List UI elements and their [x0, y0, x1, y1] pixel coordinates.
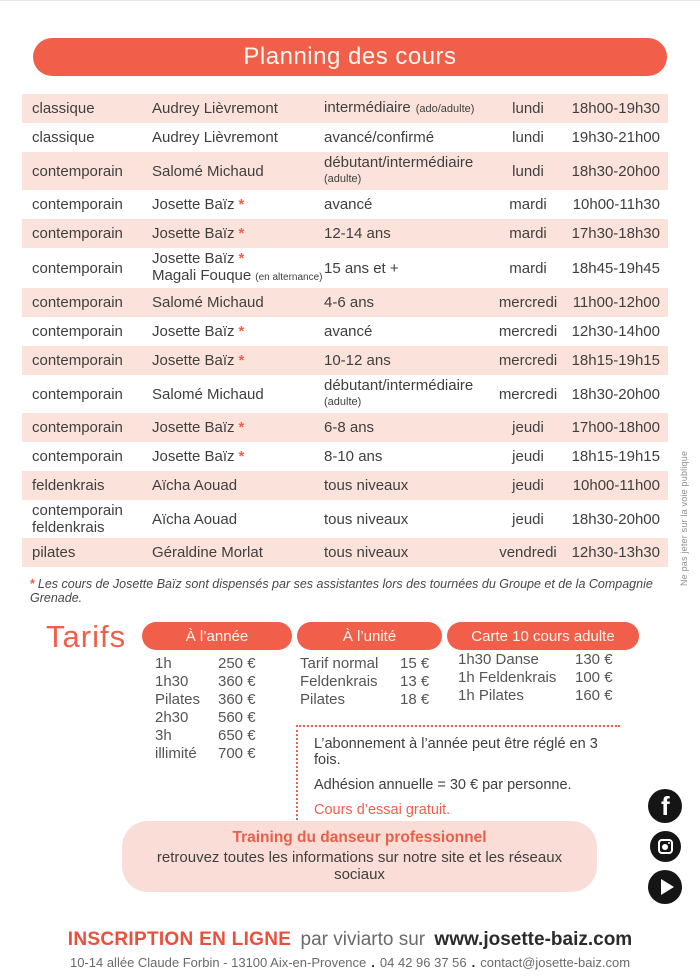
- day-cell: jeudi: [512, 448, 544, 465]
- teacher-cell: Audrey Lièvremont: [152, 100, 278, 117]
- time-cell: 10h00-11h30: [572, 196, 660, 213]
- schedule-row: [22, 190, 668, 219]
- schedule-row: [22, 500, 668, 538]
- social-links: [646, 789, 684, 904]
- day-cell: lundi: [512, 162, 544, 180]
- training-subtitle: retrouvez toutes les informations sur notre site et les réseaux sociaux: [156, 849, 563, 883]
- level-cell: débutant/intermédiaire (adulte): [324, 154, 474, 185]
- time-cell: 18h15-19h15: [571, 352, 660, 369]
- page-title: Planning des cours: [243, 43, 457, 70]
- price-row: illimité 700 €: [155, 745, 256, 762]
- schedule-table: [22, 94, 668, 567]
- teacher-cell: Aïcha Aouad: [152, 510, 238, 528]
- day-cell: jeudi: [512, 477, 544, 494]
- level-cell: tous niveaux: [324, 477, 409, 494]
- day-cell: lundi: [512, 100, 544, 117]
- schedule-row: [22, 317, 668, 346]
- play-video-icon[interactable]: [648, 870, 682, 904]
- schedule-row: [22, 538, 668, 567]
- assistant-asterisk: *: [238, 225, 245, 242]
- schedule-row: [22, 123, 668, 152]
- do-not-litter-note: Ne pas jeter sur la voie publique: [679, 450, 689, 586]
- website-link[interactable]: www.josette-baiz.com: [434, 929, 633, 950]
- discipline-cell: contemporain: [32, 448, 123, 465]
- assistant-asterisk: *: [238, 196, 245, 213]
- time-cell: 12h30-13h30: [571, 544, 660, 561]
- assistant-asterisk: *: [238, 419, 245, 436]
- discipline-cell: classique: [32, 129, 95, 146]
- time-cell: 18h30-20h00: [571, 510, 660, 528]
- teacher-cell: Salomé Michaud: [152, 294, 264, 311]
- price-list-unite: [300, 655, 429, 709]
- title-banner: [33, 38, 667, 76]
- schedule-row: [22, 413, 668, 442]
- email-link[interactable]: contact@josette-baiz.com: [480, 955, 631, 970]
- teacher-cell: Salomé Michaud: [152, 162, 264, 180]
- level-cell: tous niveaux: [324, 510, 409, 528]
- schedule-row: [22, 346, 668, 375]
- price-row: 1h30 360 €: [155, 673, 256, 690]
- price-row: 1h30 Danse 130 €: [458, 651, 613, 668]
- teacher-cell: Josette Baïz *: [152, 323, 245, 340]
- time-cell: 18h30-20h00: [571, 162, 660, 180]
- level-cell: 15 ans et +: [324, 259, 399, 277]
- level-cell: tous niveaux: [324, 544, 409, 561]
- discipline-cell: contemporain: [32, 385, 123, 403]
- training-title: Training du danseur professionnel: [232, 829, 487, 846]
- schedule-row: [22, 288, 668, 317]
- price-row: Tarif normal 15 €: [300, 655, 430, 672]
- time-cell: 19h30-21h00: [571, 129, 660, 146]
- pill-annee: À l’année: [142, 622, 292, 650]
- schedule-row: [22, 442, 668, 471]
- free-trial-note: Cours d’essai gratuit.: [314, 802, 451, 818]
- facebook-icon[interactable]: f: [648, 789, 682, 823]
- teacher-cell: Josette Baïz *: [152, 448, 245, 465]
- time-cell: 18h15-19h15: [571, 448, 660, 465]
- schedule-row: [22, 375, 668, 413]
- teacher-cell: Géraldine Morlat: [152, 544, 263, 561]
- time-cell: 17h00-18h00: [571, 419, 660, 436]
- instagram-icon[interactable]: [650, 831, 681, 862]
- price-row: 1h 250 €: [155, 655, 256, 672]
- pill-carte: Carte 10 cours adulte: [447, 622, 639, 650]
- level-cell: 6-8 ans: [324, 419, 375, 436]
- discipline-cell: contemporain: [32, 259, 123, 277]
- discipline-cell: contemporain: [32, 294, 123, 311]
- level-cell: avancé: [324, 196, 373, 213]
- day-cell: mercredi: [498, 323, 558, 340]
- time-cell: 10h00-11h00: [572, 477, 660, 494]
- schedule-row: [22, 219, 668, 248]
- teacher-cell: Josette Baïz *: [152, 419, 245, 436]
- day-cell: jeudi: [512, 419, 544, 436]
- day-cell: mardi: [509, 196, 547, 213]
- teacher-cell: Josette Baïz *: [152, 352, 245, 369]
- note-line: Adhésion annuelle = 30 € par personne.: [314, 777, 572, 793]
- discipline-cell: contemporain: [32, 162, 123, 180]
- footer: INSCRIPTION EN LIGNE par viviarto sur www.josette-baiz.com 10-14 allée Claude Forbin - 13100 Aix-en-Provence . 04 42 96 37 56 . contact@josette-baiz.com: [67, 929, 633, 970]
- day-cell: jeudi: [512, 510, 544, 528]
- schedule-row: [22, 94, 668, 123]
- level-cell: 12-14 ans: [324, 225, 391, 242]
- day-cell: lundi: [512, 129, 544, 146]
- time-cell: 18h45-19h45: [571, 259, 660, 277]
- inscription-label: INSCRIPTION EN LIGNE: [67, 929, 292, 950]
- day-cell: vendredi: [499, 544, 557, 561]
- discipline-cell: contemporain: [32, 196, 123, 213]
- price-row: Pilates 360 €: [155, 691, 256, 708]
- inscription-middle: par viviarto sur: [300, 929, 426, 950]
- phone: 04 42 96 37 56: [379, 955, 467, 970]
- time-cell: 17h30-18h30: [571, 225, 660, 242]
- discipline-cell: contemporain: [32, 323, 123, 340]
- day-cell: mardi: [509, 259, 547, 277]
- level-cell: avancé/confirmé: [324, 129, 435, 146]
- discipline-cell: contemporain: [32, 419, 123, 436]
- day-cell: mercredi: [498, 294, 558, 311]
- price-list-annee: [155, 655, 256, 763]
- tarifs-heading: Tarifs: [46, 619, 127, 654]
- tarifs-headers: [142, 622, 639, 650]
- price-row: Feldenkrais 13 €: [300, 673, 430, 690]
- level-cell: 8-10 ans: [324, 448, 383, 465]
- schedule-row: [22, 471, 668, 500]
- assistant-asterisk: *: [238, 448, 245, 465]
- time-cell: 18h00-19h30: [571, 100, 660, 117]
- teacher-cell: Aïcha Aouad: [152, 477, 238, 494]
- assistant-asterisk: *: [238, 352, 245, 369]
- footnote-asterisk: *: [30, 577, 35, 591]
- discipline-cell: contemporain: [32, 352, 123, 369]
- time-cell: 18h30-20h00: [571, 385, 660, 403]
- level-cell: intermédiaire (ado/adulte): [324, 99, 475, 116]
- day-cell: mercredi: [498, 352, 558, 369]
- training-box: [122, 821, 597, 892]
- price-row: Pilates 18 €: [300, 691, 430, 708]
- price-row: 3h 650 €: [155, 727, 256, 744]
- price-list-carte: [458, 651, 613, 705]
- assistant-asterisk: *: [238, 250, 245, 267]
- assistant-asterisk: *: [238, 323, 245, 340]
- discipline-cell: classique: [32, 100, 95, 117]
- discipline-cell: feldenkrais: [32, 477, 105, 494]
- discipline-cell: contemporain: [32, 225, 123, 242]
- teacher-cell: Salomé Michaud: [152, 385, 264, 403]
- level-cell: avancé: [324, 323, 373, 340]
- teacher-cell: Josette Baïz * Magali Fouque (en alternance): [152, 250, 323, 284]
- time-cell: 11h00-12h00: [572, 294, 660, 311]
- price-row: 1h Feldenkrais 100 €: [458, 669, 613, 686]
- day-cell: mercredi: [498, 385, 558, 403]
- time-cell: 12h30-14h00: [571, 323, 660, 340]
- address: 10-14 allée Claude Forbin - 13100 Aix-en-Provence: [69, 955, 367, 970]
- discipline-cell: contemporain feldenkrais: [32, 502, 123, 536]
- level-cell: débutant/intermédiaire (adulte): [324, 377, 474, 408]
- payment-notes-box: [296, 725, 620, 820]
- tarifs-section: [0, 613, 700, 818]
- price-row: 1h Pilates 160 €: [458, 687, 613, 704]
- teacher-cell: Audrey Lièvremont: [152, 129, 278, 146]
- schedule-row: [22, 248, 668, 288]
- note-line: L’abonnement à l’année peut être réglé en 3 fois.: [314, 736, 598, 768]
- price-row: 2h30 560 €: [155, 709, 256, 726]
- teacher-cell: Josette Baïz *: [152, 196, 245, 213]
- pill-unite: À l’unité: [297, 622, 442, 650]
- schedule-row: [22, 152, 668, 190]
- level-cell: 10-12 ans: [324, 352, 391, 369]
- level-cell: 4-6 ans: [324, 294, 375, 311]
- footnote: * Les cours de Josette Baïz sont dispensés par ses assistantes lors des tournées du Groupe et de la Compagnie Grenade.: [30, 577, 653, 605]
- discipline-cell: pilates: [32, 544, 76, 561]
- teacher-cell: Josette Baïz *: [152, 225, 245, 242]
- day-cell: mardi: [509, 225, 547, 242]
